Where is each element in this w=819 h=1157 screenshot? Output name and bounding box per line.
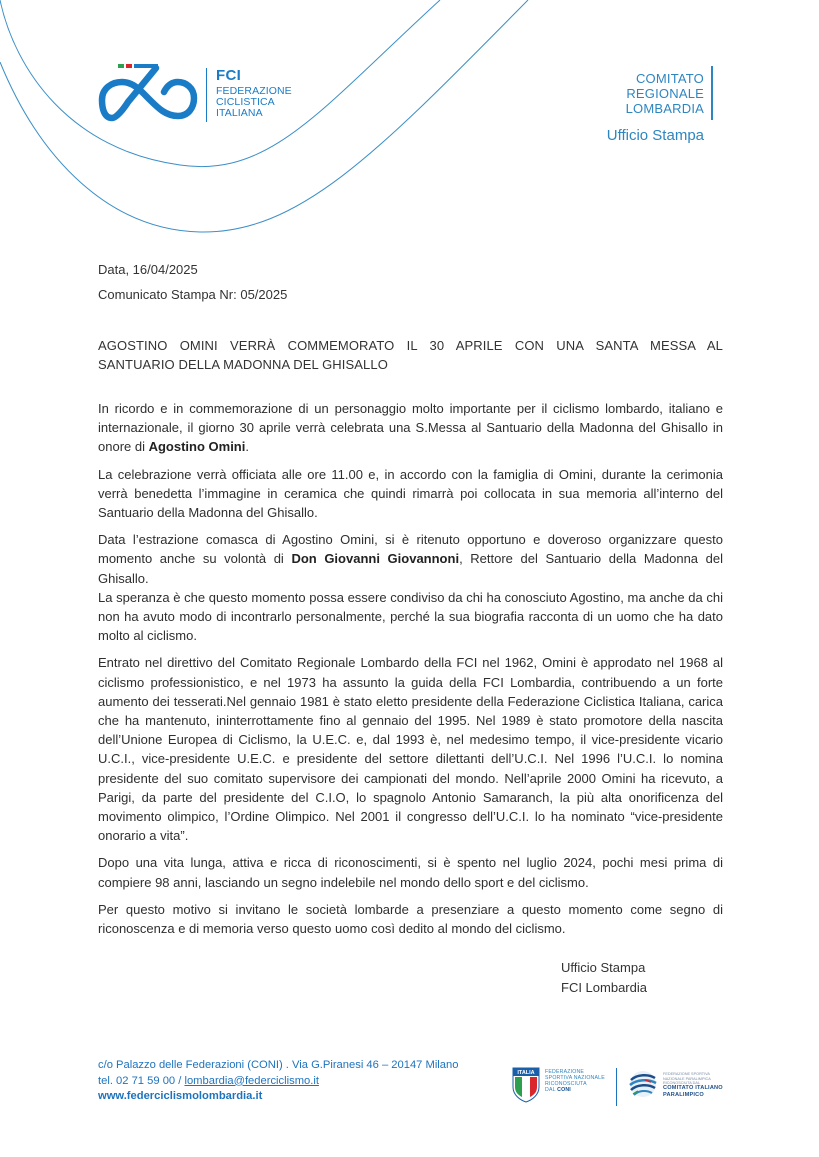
headline <box>98 336 723 374</box>
paragraph-2: La celebrazione verrà officiata alle ore 11.00 e, in accordo con la famiglia di Omini, durante la cerimonia verrà benedetta l’immagine in ceramica che quindi rimarrà poi collocata in sua memoria all’interno del Santuario della Madonna del Ghisallo. <box>98 466 723 521</box>
footer-email-link[interactable]: lombardia@federciclismo.it <box>184 1074 319 1087</box>
logo-divider <box>206 68 207 122</box>
paragraph-3-text: Data l’estrazione comasca di Agostino Omini, si è ritenuto opportuno e doveroso organizzare questo momento anche su volontà di <box>98 532 723 567</box>
coni-recognition-logo <box>512 1067 612 1107</box>
article-body <box>98 399 723 946</box>
committee-divider <box>711 66 713 120</box>
footer-phone: tel. 02 71 59 00 / <box>98 1074 185 1087</box>
footer-website-link[interactable]: www.federciclismolombardia.it <box>98 1090 263 1102</box>
paragraph-1-end: . <box>245 439 249 455</box>
coni-line-3: RICONOSCIUTA <box>545 1081 587 1087</box>
document-date: Data, 16/04/2025 <box>98 262 198 277</box>
paragraph-1-text: In ricordo e in commemorazione di un personaggio molto importante per il ciclismo lombardo, italiano e internazionale, il giorno 30 aprile verrà celebrata una S.Messa al Santuario della Madonna del Ghisallo in onore di <box>98 401 723 455</box>
paragraph-3-end: , Rettore del Santuario della Madonna del Ghisallo. <box>98 551 723 586</box>
communique-number: Comunicato Stampa Nr: 05/2025 <box>98 287 288 302</box>
coni-line-4: DAL CONI <box>545 1087 571 1093</box>
logo-line-2: CICLISTICA <box>216 96 275 108</box>
fci-logo <box>98 62 298 128</box>
name-don-giovanni-giovannoni: Don Giovanni Giovannoni <box>291 551 460 567</box>
footer-address: c/o Palazzo delle Federazioni (CONI) . Via G.Piranesi 46 – 20147 Milano <box>98 1059 459 1071</box>
committee-line-3: LOMBARDIA <box>625 101 704 116</box>
cip-small-1: FEDERAZIONE SPORTIVA <box>663 1072 710 1076</box>
italia-shield-icon <box>512 1067 540 1103</box>
headline-line-1: AGOSTINO OMINI VERRÀ COMMEMORATO IL 30 APRILE CON UNA SANTA MESSA AL <box>98 338 723 353</box>
cip-small-3: RICONOSCIUTA DAL <box>663 1081 701 1085</box>
signature-line-2: FCI Lombardia <box>561 980 647 995</box>
cycling-logo-icon <box>98 62 198 124</box>
paragraph-3 <box>98 530 723 588</box>
paragraph-4: La speranza è che questo momento possa essere condiviso da chi ha conosciuto Agostino, ma anche da chi non ha avuto modo di incontrarlo personalmente, perché la sua biografia racconta di un uomo che ha dato molto al ciclismo. <box>98 589 723 644</box>
coni-line-2: SPORTIVA NAZIONALE <box>545 1075 605 1081</box>
footer-contact <box>98 1058 458 1105</box>
cip-small-2: NAZIONALE PARALIMPICA <box>663 1076 711 1081</box>
name-agostino-omini: Agostino Omini <box>148 439 246 455</box>
paragraph-6: Dopo una vita lunga, attiva e ricca di riconoscimenti, si è spento nel luglio 2024, pochi mesi prima di compiere 98 anni, lasciando un segno indelebile nel mondo dello sport e del ciclismo. <box>98 855 723 890</box>
paragraph-5: Entrato nel direttivo del Comitato Regionale Lombardo della FCI nel 1962, Omini è approdato nel 1968 al ciclismo professionistico, e nel 1973 ha assunto la guida della FCI Lombardia, contribuendo a un forte aumento dei tesserati.Nel gennaio 1981 è stato eletto presidente della Federazione Ciclistica Italiana, carica che ha mantenuto, ininterrottamente fino al gennaio del 1995. Nel 1989 è stato promotore della nascita dell’Unione Europea di Ciclismo, la U.E.C. e, dal 1993 è, nel medesimo tempo, il vice-presidente vicario U.C.I., vice-presidente U.E.C. e presidente del settore dilettanti dell’U.C.I. Nel 1996 l’U.C.I. lo nomina presidente del suo comitato supervisore dei campionati del mondo. Nell’aprile 2000 Omini ha ricevuto, a Parigi, da parte del presidente del C.I.O, lo spagnolo Antonio Samaranch, la più alta onorificenza del movimento olimpico, l’Ordine Olimpico. Nel 2001 il congresso dell’U.C.I. lo ha nominato “vice-presidente onorario a vita”. <box>98 655 723 844</box>
committee-line-2: REGIONALE <box>626 86 704 101</box>
logo-line-1: FEDERAZIONE <box>216 85 292 97</box>
press-office-label: Ufficio Stampa <box>606 127 704 144</box>
paragraph-1 <box>98 399 723 457</box>
signature <box>561 958 647 998</box>
coni-line-1: FEDERAZIONE <box>545 1069 585 1075</box>
cip-small-text <box>663 1072 711 1086</box>
logo-line-3: ITALIANA <box>216 107 263 119</box>
footer-phone-email <box>98 1074 458 1090</box>
cip-title <box>663 1085 723 1098</box>
headline-line-2: SANTUARIO DELLA MADONNA DEL GHISALLO <box>98 357 388 372</box>
signature-line-1: Ufficio Stampa <box>561 960 646 975</box>
paralympic-globe-icon <box>627 1068 659 1100</box>
partner-divider <box>616 1068 617 1106</box>
cip-title-1: COMITATO ITALIANO <box>663 1085 723 1091</box>
logo-acronym: FCI <box>216 67 242 84</box>
cip-title-2: PARALIMPICO <box>663 1091 704 1098</box>
svg-text:ITALIA: ITALIA <box>517 1070 535 1077</box>
cip-paralympic-logo <box>627 1068 727 1104</box>
paragraph-7: Per questo motivo si invitano le società lombarde a presenziare a questo momento come segno di riconoscenza e di memoria verso questo uomo così dedito al mondo del ciclismo. <box>98 901 723 937</box>
committee-name <box>626 71 704 116</box>
committee-line-1: COMITATO <box>635 71 704 86</box>
coni-text <box>545 1069 605 1093</box>
